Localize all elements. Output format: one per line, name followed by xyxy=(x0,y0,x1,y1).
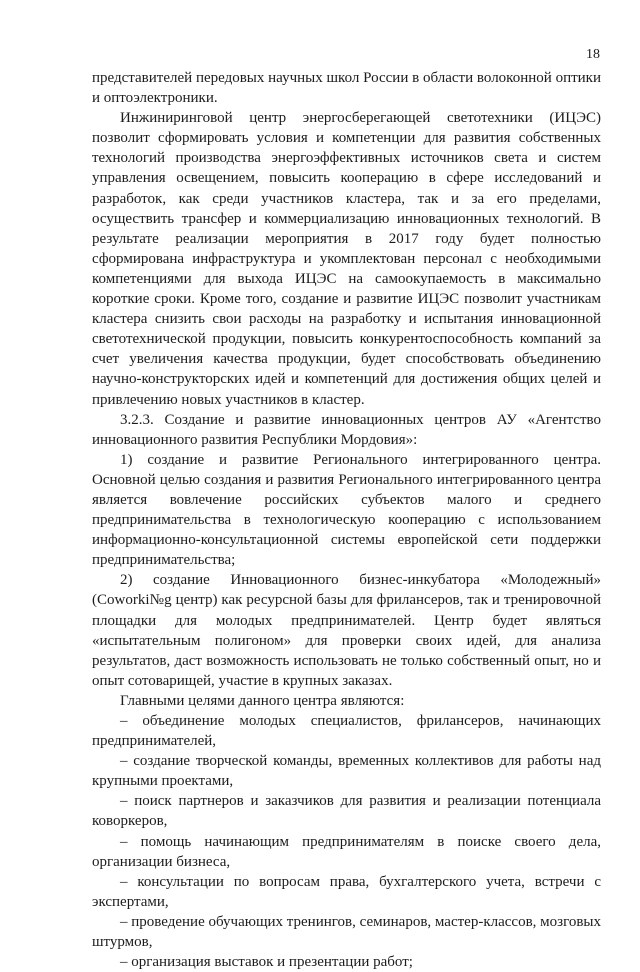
list-item: – объединение молодых специалистов, фрилансеров, начинающих предпринимателей, xyxy=(92,713,601,750)
paragraph-engineering-center: Инжиниринговой центр энергосберегающей светотехники (ИЦЭС) позволит сформировать условия и компетенции для развития собственных технологий производства энергоэффективных источников света и систем управления освещением, повысить кооперацию в сфере исследований и разработок, как среди участников кластера, так и за его пределами, осуществить трансфер и коммерциализацию инновационных технологий. В результате реализации мероприятия в 2017 году будет полностью сформирована инфраструктура и укомплектован персонал с необходимыми компетенциями для выхода ИЦЭС на самоокупаемость в максимально короткие сроки. Кроме того, создание и развитие ИЦЭС позволит участникам кластера снизить свои расходы на разработку и испытания инновационной светотехнической продукции, повысить конкурентоспособность компаний за счет увеличения качества продукции, будет способствовать объединению научно-конструкторских идей и компетенций для достижения общих целей и привлечению новых участников в кластер. xyxy=(92,110,601,408)
paragraph-goals-intro: Главными целями данного центра являются: xyxy=(120,692,405,709)
paragraph-item-2: 2) создание Инновационного бизнес-инкубатора «Молодежный» (Coworki№g центр) как ресурсной базы для фрилансеров, так и тренировочной площадки для молодых предпринимателей. Центр будет являться «испытательным полигоном» для проверки своих идей, для анализа результатов, даст возможность использовать не только собственный опыт, но и опыт сотоварищей, участие в крупных заказах. xyxy=(92,572,601,689)
document-body xyxy=(92,68,601,972)
list-item: – помощь начинающим предпринимателям в поиске своего дела, организации бизнеса, xyxy=(92,833,601,870)
list-item: – консультации по вопросам права, бухгалтерского учета, встречи с экспертами, xyxy=(92,873,601,910)
list-item: – поиск партнеров и заказчиков для развития и реализации потенциала коворкеров, xyxy=(92,793,601,830)
list-item: – проведение обучающих тренингов, семинаров, мастер-классов, мозговых штурмов, xyxy=(92,913,602,951)
paragraph-item-1: 1) создание и развитие Регионального интегрированного центра. Основной целью создания и развития Регионального интегрированного центра является вовлечение российских субъектов малого и среднего предпринимательства в технологическую кооперацию с использованием информационно-консультационной системы европейской сети поддержки предпринимательства; xyxy=(92,451,601,569)
section-heading-3-2-3: 3.2.3. Создание и развитие инновационных центров АУ «Агентство инновационного развития Республики Мордовия»: xyxy=(92,411,601,448)
list-item: – создание творческой команды, временных коллективов для работы над крупными проектами, xyxy=(92,753,601,790)
list-item: – организация выставок и презентации работ; xyxy=(120,954,413,971)
page-number: 18 xyxy=(586,47,600,62)
paragraph-continuation: представителей передовых научных школ России в области волоконной оптики и оптоэлектроники. xyxy=(92,70,601,107)
